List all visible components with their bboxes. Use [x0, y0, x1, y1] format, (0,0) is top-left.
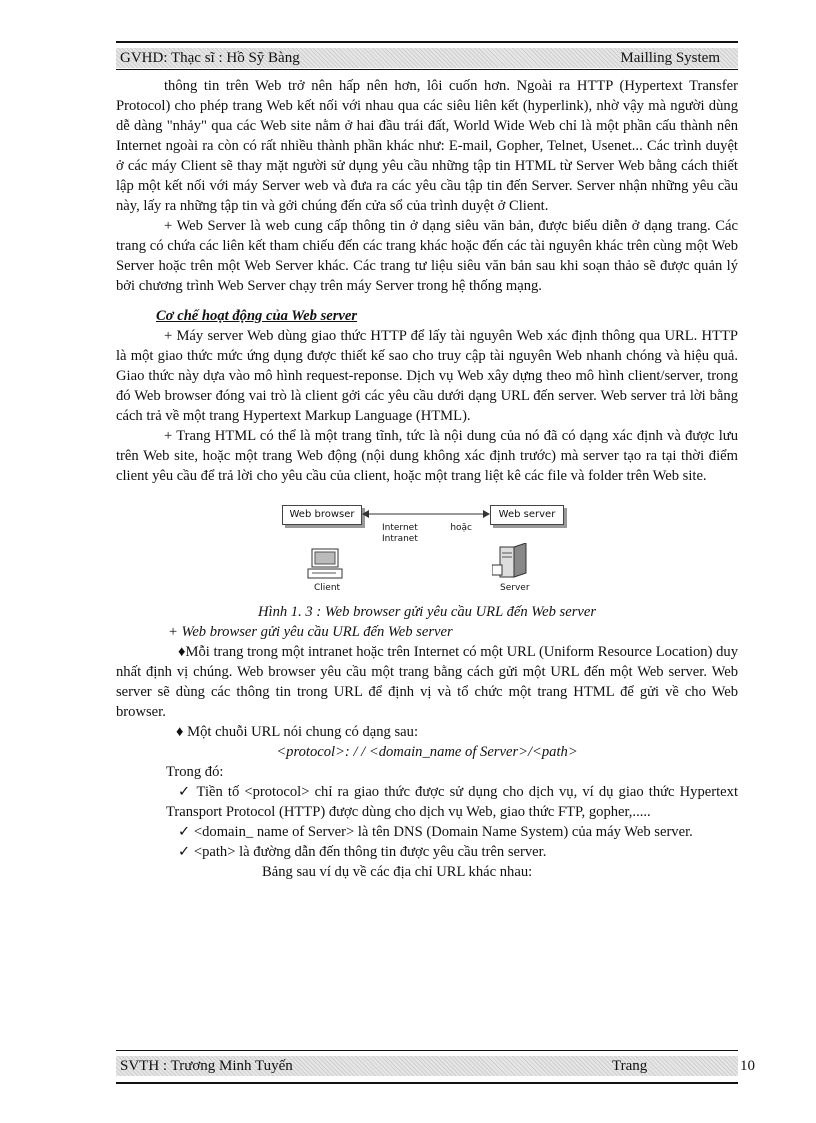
- client-computer-icon: [306, 547, 346, 581]
- footer-rule-top: [116, 1050, 738, 1051]
- network-label: Internet hoặc Intranet: [382, 523, 472, 544]
- footer-student: SVTH : Trương Minh Tuyến: [120, 1058, 293, 1074]
- footer-page-label: Trang: [612, 1058, 648, 1074]
- web-server-box: Web server: [490, 505, 564, 525]
- url-bullet-2: ♦ Một chuỗi URL nói chung có dạng sau:: [176, 724, 418, 740]
- header-supervisor: GVHD: Thạc sĩ : Hồ Sỹ Bàng: [120, 50, 300, 66]
- page-body: [116, 76, 738, 882]
- header-rule: [116, 41, 738, 43]
- table-intro: Bảng sau ví dụ về các địa chỉ URL khác nhau:: [262, 864, 533, 880]
- header-underline: [116, 69, 738, 70]
- url-bullet-1: ♦Mỗi trang trong một intranet hoặc trên Internet có một URL (Uniform Resource Location) duy nhất định vị chúng. Web browser yêu cầu một trang bằng cách gửi một URL đến một Web server. Web server sẽ dùng các thông tin trong URL để định vị và tổ chức một trang HTML để gửi về cho Web browser.: [116, 644, 738, 720]
- check-item-path: ✓ <path> là đường dẫn đến thông tin được yêu cầu trên server.: [178, 844, 547, 860]
- paragraph-mechanism: + Máy server Web dùng giao thức HTTP để lấy tài nguyên Web xác định thông qua URL. HTTP là một giao thức mức ứng dụng được thiết kế sao cho truy cập tài nguyên Web nhanh chóng và hiệu quả. Giao thức này dựa vào mô hình request-reponse. Dịch vụ Web xây dựng theo mô hình client/server, trong đó Web browser đóng vai trò là client gởi các yêu cầu dưới dạng URL đến server. Web server trả lời bằng cách trả về một trang Hypertext Markup Language (HTML).: [116, 328, 738, 424]
- server-label: Server: [500, 583, 530, 593]
- footer-rule-bottom: [116, 1082, 738, 1084]
- paragraph-http: thông tin trên Web trở nên hấp nên hơn, lôi cuốn hơn. Ngoài ra HTTP (Hypertext Transfer Protocol) cho phép trang Web kết nối với nhau qua các siêu liên kết (hyperlink), nhờ vậy mà người dùng dễ dàng "nhảy" qua các Web site nằm ở hai đầu trái đất, World Wide Web chỉ là một phần cấu thành nên Internet ngoài ra còn có rất nhiều thành phần khác như: E-mail, Gopher, Telnet, Usenet... Các trình duyệt ở các máy Client sẽ thay mặt người sử dụng yêu cầu những tập tin HTML từ Server Web bằng cách thiết lập một kết nối với máy Server web và đưa ra các yêu cầu tập tin đến Server. Server nhận những yêu cầu này, lấy ra những tập tin và gởi chúng đến cửa sổ của trình duyệt ở Client.: [116, 78, 738, 214]
- client-label: Client: [314, 583, 341, 593]
- paragraph-html-page: + Trang HTML có thể là một trang tĩnh, tức là nội dung của nó đã có dạng xác định và được lưu trên Web site, hoặc một trang Web động (nội dung không xác định trước) mà server tạo ra tại thời điểm client yêu cầu để trả lời cho yêu cầu của client, hoặc một trang liệt kê các file và folder trên Web site.: [116, 428, 738, 484]
- subheading: + Web browser gửi yêu cầu URL đến Web server: [168, 624, 453, 640]
- figure-diagram: [282, 501, 582, 596]
- check-item-protocol: ✓ Tiền tố <protocol> chỉ ra giao thức được sử dụng cho dịch vụ, ví dụ giao thức Hypertext Transport Protocol (HTTP) được dùng cho dịch vụ Web, giao thức FTP, gopher,.....: [166, 784, 738, 820]
- connection-arrow: [362, 509, 490, 519]
- server-computer-icon: [492, 543, 538, 583]
- where-label: Trong đó:: [166, 764, 224, 780]
- web-browser-box: Web browser: [282, 505, 362, 525]
- url-formula: <protocol>: / / <domain_name of Server>/<path>: [276, 744, 578, 760]
- page-header: [116, 48, 738, 68]
- page-footer: [116, 1056, 738, 1076]
- check-item-domain: ✓ <domain_ name of Server> là tên DNS (Domain Name System) của máy Web server.: [178, 824, 693, 840]
- section-heading: Cơ chế hoạt động của Web server: [156, 308, 358, 324]
- page-number: 10: [740, 1058, 755, 1074]
- figure-caption: Hình 1. 3 : Web browser gửi yêu cầu URL đến Web server: [257, 604, 597, 620]
- paragraph-web-server: + Web Server là web cung cấp thông tin ở dạng siêu văn bản, được biểu diễn ở dạng trang. Các trang có chứa các liên kết tham chiếu đến các trang khác hoặc đến các tài nguyên khác trên cùng một Web Server hoặc trên một Web Server khác. Các trang tư liệu siêu văn bản sau khi soạn thảo sẽ được quản lý bởi chương trình Web Server chạy trên máy Server trong hệ thống mạng.: [116, 218, 738, 294]
- header-title: Mailling System: [620, 50, 720, 66]
